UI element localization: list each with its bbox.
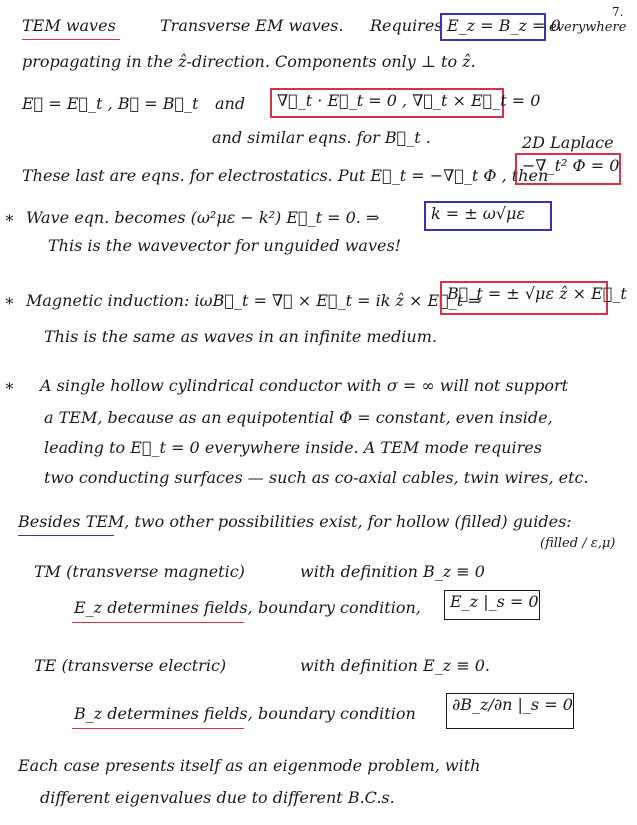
ez-bz-zero-box: E_z = B_z = 0 — [440, 13, 546, 41]
laplace-box: −∇_t² Φ = 0 — [515, 153, 621, 185]
tm-title: TM (transverse magnetic) — [34, 562, 245, 581]
te-definition: with definition E_z ≡ 0. — [300, 656, 490, 675]
bullet-star-1: ∗ — [4, 208, 15, 227]
eigenmode-line-1: Each case presents itself as an eigenmode problem, with — [18, 756, 481, 775]
te-title: TE (transverse electric) — [34, 656, 227, 675]
wave-eqn-line: Wave eqn. becomes (ω²με − k²) E⃗_t = 0. ⇒ — [26, 208, 380, 227]
et-bt-definition: E⃗ = E⃗_t , B⃗ = B⃗_t — [22, 94, 199, 113]
tem-waves-title: TEM waves — [22, 16, 116, 35]
tm-bc-label: boundary condition, — [258, 598, 421, 617]
bullet-star-3: ∗ — [4, 376, 15, 395]
2d-laplace-label: 2D Laplace — [522, 133, 614, 152]
requires-label: Requires — [370, 16, 443, 35]
wavevector-box: k = ± ω√με — [424, 201, 552, 231]
te-bc-label: boundary condition — [258, 704, 416, 723]
hollow-conductor-line-4: two conducting surfaces — such as co-axial cables, twin wires, etc. — [44, 468, 589, 487]
everywhere-label: everywhere — [549, 20, 627, 35]
te-fields: B_z determines fields, — [74, 704, 253, 723]
propagating-line: propagating in the ẑ-direction. Components only ⊥ to ẑ. — [22, 52, 476, 71]
te-bc-box: ∂B_z/∂n |_s = 0 — [446, 693, 574, 729]
divergence-curl-box: ∇⃗_t · E⃗_t = 0 , ∇⃗_t × E⃗_t = 0 — [270, 88, 504, 118]
hollow-conductor-line-2: a TEM, because as an equipotential Φ = constant, even inside, — [44, 408, 553, 427]
tm-definition: with definition B_z ≡ 0 — [300, 562, 485, 581]
besides-underline — [18, 535, 114, 536]
magnetic-induction-line: Magnetic induction: iωB⃗_t = ∇⃗ × E⃗_t = ik ẑ × E⃗_t ⇒ — [26, 291, 482, 310]
tm-bc-box: E_z |_s = 0 — [444, 590, 540, 620]
tm-fields-underline — [72, 622, 244, 623]
hollow-conductor-line-3: leading to E⃗_t = 0 everywhere inside. A TEM mode requires — [44, 438, 542, 457]
and-label: and — [215, 94, 246, 113]
bt-relation-box: B⃗_t = ± √με ẑ × E⃗_t — [440, 281, 608, 315]
bullet-star-2: ∗ — [4, 291, 15, 310]
hollow-conductor-line-1: A single hollow cylindrical conductor with σ = ∞ will not support — [40, 376, 569, 395]
eigenmode-line-2: different eigenvalues due to different B.C.s. — [40, 788, 395, 807]
similar-eqns-line: and similar eqns. for B⃗_t . — [212, 128, 431, 147]
tem-description: Transverse EM waves. — [160, 16, 344, 35]
infinite-medium-line: This is the same as waves in an infinite medium. — [44, 327, 437, 346]
electrostatics-line: These last are eqns. for electrostatics. Put E⃗_t = −∇⃗_t Φ , then — [22, 166, 549, 185]
filled-note: (filled / ε,μ) — [540, 536, 616, 551]
te-fields-underline — [72, 728, 244, 729]
unguided-waves-line: This is the wavevector for unguided waves! — [48, 236, 402, 255]
tem-title-underline — [22, 39, 120, 40]
besides-line: Besides TEM, two other possibilities exist, for hollow (filled) guides: — [18, 512, 572, 531]
page-number: 7. — [612, 5, 624, 19]
tm-fields: E_z determines fields, — [74, 598, 253, 617]
